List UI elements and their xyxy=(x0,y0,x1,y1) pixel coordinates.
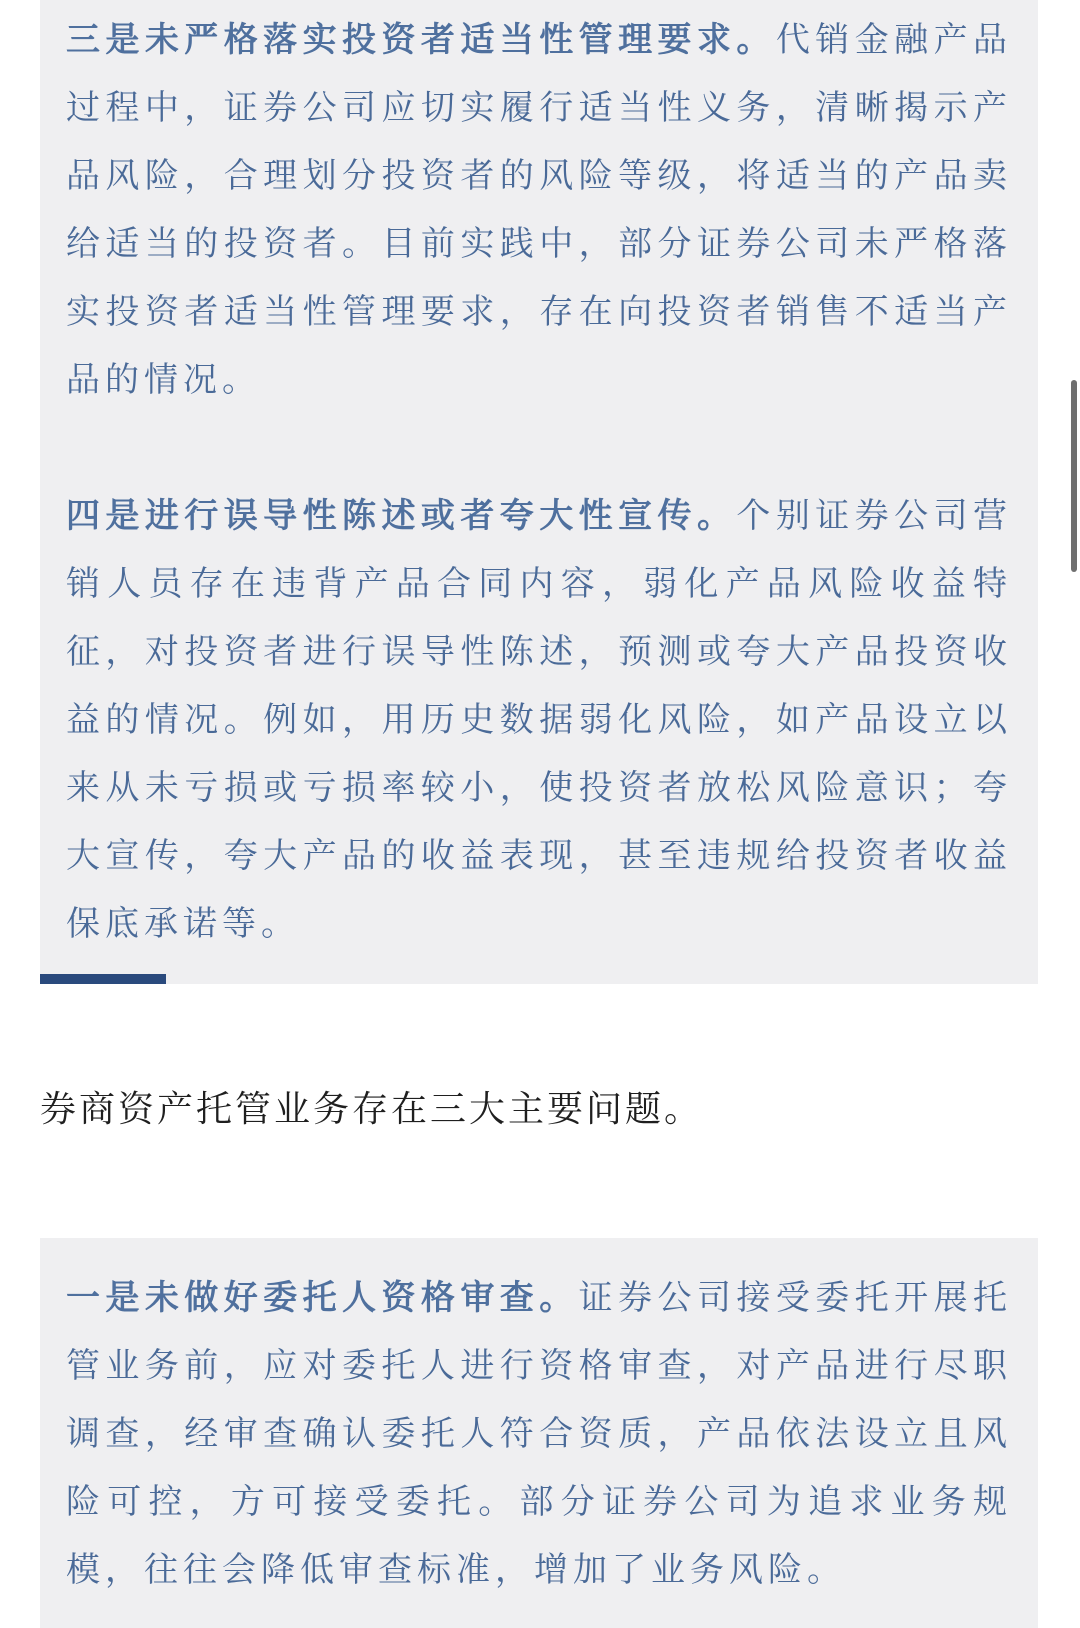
paragraph-item-1 xyxy=(66,1264,1012,1604)
paragraph-body: 代销金融产品过程中，证券公司应切实履行适当性义务，清晰揭示产品风险，合理划分投资者的风险等级，将适当的产品卖给适当的投资者。目前实践中，部分证券公司未严格落实投资者适当性管理要求，存在向投资者销售不适当产品的情况。 xyxy=(66,20,1013,400)
paragraph-body: 个别证券公司营销人员存在违背产品合同内容，弱化产品风险收益特征，对投资者进行误导性陈述，预测或夸大产品投资收益的情况。例如，用历史数据弱化风险，如产品设立以来从未亏损或亏损率较小，使投资者放松风险意识；夸大宣传，夸大产品的收益表现，甚至违规给投资者收益保底承诺等。 xyxy=(66,496,1012,944)
paragraph-lead: 三是未严格落实投资者适当性管理要求。 xyxy=(66,20,776,60)
paragraph-body: 证券公司接受委托开展托管业务前，应对委托人进行资格审查，对产品进行尽职调查，经审查确认委托人符合资质，产品依法设立且风险可控，方可接受委托。部分证券公司为追求业务规模，往往会降低审查标准，增加了业务风险。 xyxy=(66,1278,1013,1590)
vertical-scrollbar[interactable] xyxy=(1066,380,1080,572)
paragraph-item-3 xyxy=(66,6,1012,414)
paragraph-lead: 四是进行误导性陈述或者夸大性宣传。 xyxy=(66,496,737,536)
paragraph-item-4 xyxy=(66,482,1012,958)
paragraph-lead: 一是未做好委托人资格审查。 xyxy=(66,1278,579,1318)
scrollbar-thumb[interactable] xyxy=(1071,380,1077,572)
section-heading: 券商资产托管业务存在三大主要问题。 xyxy=(40,1089,704,1130)
accent-bar xyxy=(40,974,166,984)
